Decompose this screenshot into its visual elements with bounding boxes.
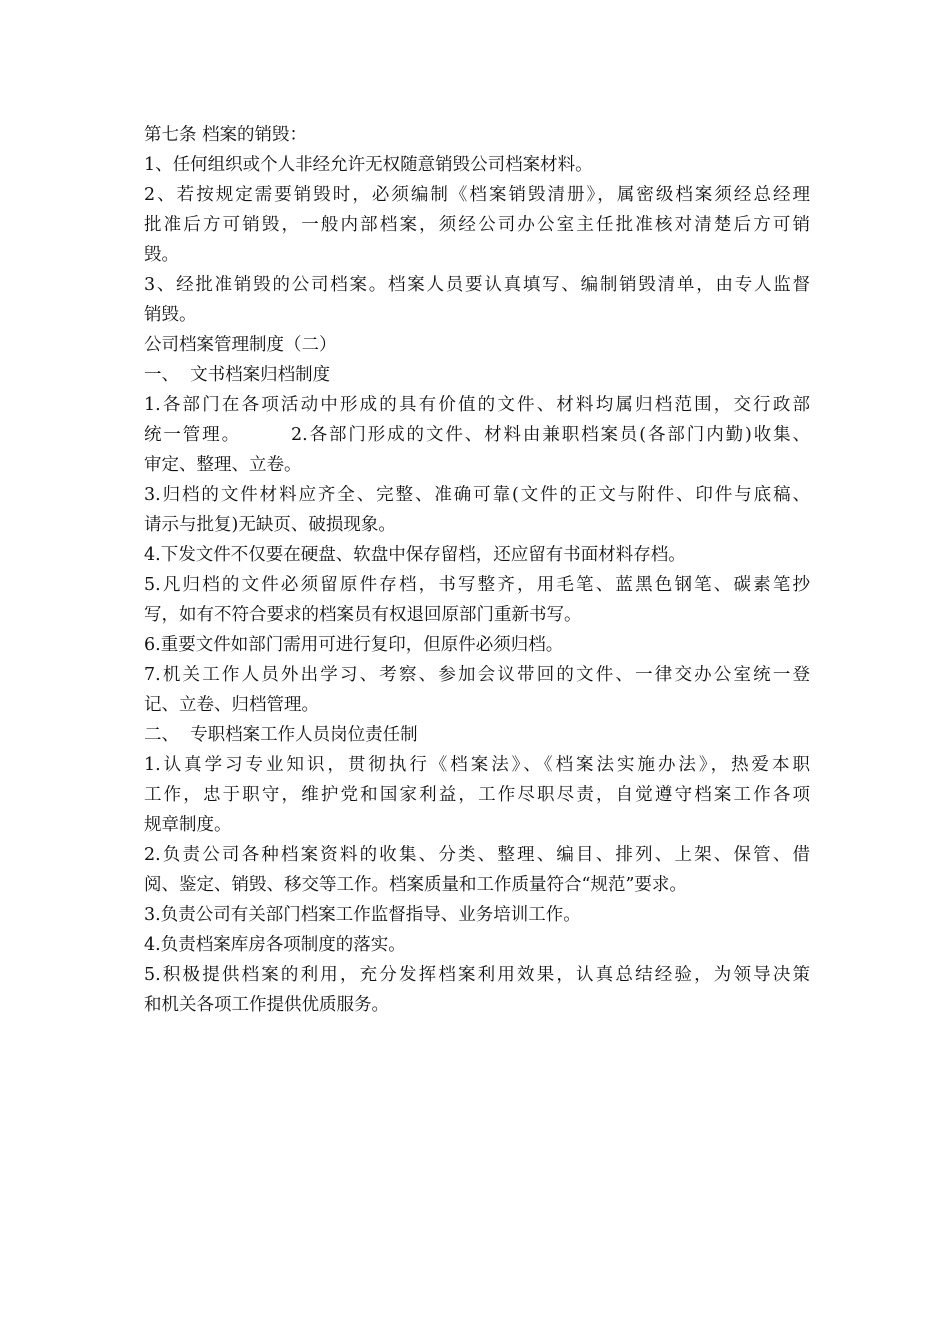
paragraph-line: 1.各部门在各项活动中形成的具有价值的文件、材料均属归档范围，交行政部: [144, 395, 810, 415]
paragraph-line: 4.下发文件不仅要在硬盘、软盘中保存留档，还应留有书面材料存档。: [144, 545, 686, 565]
paragraph-line: 7.机关工作人员外出学习、考察、参加会议带回的文件、一律交办公室统一登: [144, 665, 810, 685]
paragraph-line: 请示与批复)无缺页、破损现象。: [144, 515, 396, 535]
paragraph-line: 批准后方可销毁，一般内部档案，须经公司办公室主任批准核对清楚后方可销: [144, 215, 810, 235]
paragraph-line: 2.负责公司各种档案资料的收集、分类、整理、编目、排列、上架、保管、借: [144, 845, 810, 865]
section-heading-filing: 一、 文书档案归档制度: [144, 365, 331, 385]
paragraph-line: 5.凡归档的文件必须留原件存档，书写整齐，用毛笔、蓝黑色钢笔、碳素笔抄: [144, 575, 810, 595]
paragraph-line: 1、任何组织或个人非经允许无权随意销毁公司档案材料。: [144, 155, 593, 175]
paragraph-segment: 统一管理。: [144, 425, 241, 445]
paragraph-line: 阅、鉴定、销毁、移交等工作。档案质量和工作质量符合“规范”要求。: [144, 875, 687, 895]
paragraph-line: 4.负责档案库房各项制度的落实。: [144, 935, 406, 955]
paragraph-line: 毁。: [144, 245, 179, 265]
document-title: 公司档案管理制度（二）: [144, 335, 337, 355]
paragraph-line: 3.归档的文件材料应齐全、完整、准确可靠(文件的正文与附件、印件与底稿、: [144, 485, 810, 505]
paragraph-line: 销毁。: [144, 305, 197, 325]
paragraph-line: 规章制度。: [144, 815, 232, 835]
document-page: [144, 120, 810, 1020]
paragraph-segment: 2.各部门形成的文件、材料由兼职档案员(各部门内勤)收集、: [290, 425, 810, 445]
paragraph-line: 6.重要文件如部门需用可进行复印，但原件必须归档。: [144, 635, 564, 655]
section-heading-responsibility: 二、 专职档案工作人员岗位责任制: [144, 725, 418, 745]
paragraph-line: 和机关各项工作提供优质服务。: [144, 995, 389, 1015]
paragraph-line: 写，如有不符合要求的档案员有权退回原部门重新书写。: [144, 605, 582, 625]
paragraph-line: 3.负责公司有关部门档案工作监督指导、业务培训工作。: [144, 905, 581, 925]
paragraph-line: 3、经批准销毁的公司档案。档案人员要认真填写、编制销毁清单，由专人监督: [144, 275, 810, 295]
paragraph-line-combined: [144, 420, 810, 450]
paragraph-line: 1.认真学习专业知识，贯彻执行《档案法》、《档案法实施办法》，热爱本职: [144, 755, 810, 775]
paragraph-line: 2、若按规定需要销毁时，必须编制《档案销毁清册》，属密级档案须经总经理: [144, 185, 810, 205]
paragraph-line: 记、立卷、归档管理。: [144, 695, 319, 715]
section-heading-destruction: 第七条 档案的销毁：: [144, 125, 308, 145]
paragraph-line: 5.积极提供档案的利用，充分发挥档案利用效果，认真总结经验，为领导决策: [144, 965, 810, 985]
paragraph-line: 工作，忠于职守，维护党和国家利益，工作尽职尽责，自觉遵守档案工作各项: [144, 785, 810, 805]
paragraph-line: 审定、整理、立卷。: [144, 455, 302, 475]
